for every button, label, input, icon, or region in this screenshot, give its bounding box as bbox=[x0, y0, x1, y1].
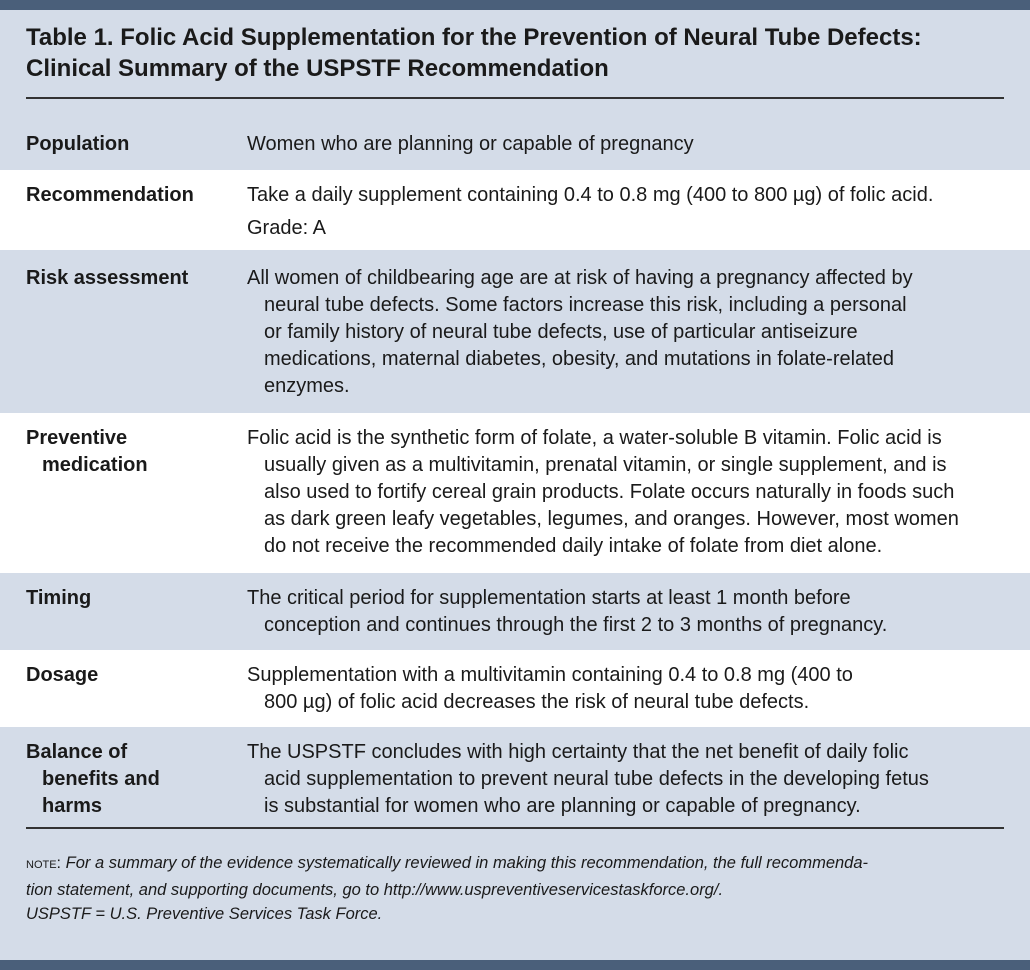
row-label bbox=[26, 182, 226, 209]
note-prefix: note: bbox=[26, 855, 62, 872]
row-value-line: enzymes. bbox=[264, 375, 350, 397]
row-value bbox=[247, 739, 1007, 820]
row-label-text: Dosage bbox=[26, 664, 99, 686]
note-line: tion statement, and supporting documents, go to http://www.uspreventiveservicestaskforce.org/. bbox=[26, 881, 724, 899]
row-label bbox=[26, 131, 226, 158]
row-value bbox=[247, 182, 1007, 242]
row-value-line: Supplementation with a multivitamin containing 0.4 to 0.8 mg (400 to bbox=[247, 664, 853, 686]
row-value-line: The critical period for supplementation starts at least 1 month before bbox=[247, 587, 851, 609]
row-label-text: medication bbox=[42, 454, 148, 476]
row-value-line: All women of childbearing age are at risk of having a pregnancy affected by bbox=[247, 267, 913, 289]
row-label-text: Recommendation bbox=[26, 184, 194, 206]
row-value-line: or family history of neural tube defects, use of particular antiseizure bbox=[264, 321, 858, 343]
note-text: For a summary of the evidence systematically reviewed in making this recommendation, the full recommenda- bbox=[65, 854, 869, 872]
table-row-balance bbox=[0, 727, 1030, 827]
row-label-text: Preventive bbox=[26, 427, 128, 449]
row-value-line: Take a daily supplement containing 0.4 to 0.8 mg (400 to 800 µg) of folic acid. bbox=[247, 184, 934, 206]
row-label bbox=[26, 662, 226, 689]
row-label bbox=[26, 739, 226, 820]
row-value-line: Folic acid is the synthetic form of folate, a water-soluble B vitamin. Folic acid is bbox=[247, 427, 942, 449]
bottom-accent-bar bbox=[0, 960, 1030, 970]
row-value-line: 800 µg) of folic acid decreases the risk of neural tube defects. bbox=[264, 691, 810, 713]
table-title bbox=[26, 22, 1016, 84]
table-note bbox=[26, 850, 1011, 903]
title-line-2: Clinical Summary of the USPSTF Recommendation bbox=[26, 55, 609, 82]
header-rule bbox=[26, 97, 1004, 99]
row-value bbox=[247, 265, 1007, 400]
note-line bbox=[26, 850, 1011, 877]
row-label-text: Population bbox=[26, 133, 130, 155]
table-row-preventive-medication bbox=[0, 413, 1030, 573]
row-value-line: also used to fortify cereal grain products. Folate occurs naturally in foods such bbox=[264, 481, 955, 503]
row-value-line: The USPSTF concludes with high certainty that the net benefit of daily folic bbox=[247, 741, 909, 763]
row-label-text: Timing bbox=[26, 587, 92, 609]
row-label bbox=[26, 425, 226, 479]
row-value-line: as dark green leafy vegetables, legumes, and oranges. However, most women bbox=[264, 508, 959, 530]
row-label-text: harms bbox=[42, 795, 103, 817]
table-row-risk-assessment bbox=[0, 250, 1030, 413]
row-label bbox=[26, 585, 226, 612]
title-line-1: Table 1. Folic Acid Supplementation for the Prevention of Neural Tube Defects: bbox=[26, 24, 922, 51]
table-row-dosage bbox=[0, 650, 1030, 727]
row-value-line: is substantial for women who are planning or capable of pregnancy. bbox=[264, 795, 861, 817]
row-value-line: acid supplementation to prevent neural tube defects in the developing fetus bbox=[264, 768, 929, 790]
table-row-recommendation bbox=[0, 170, 1030, 250]
top-accent-bar bbox=[0, 0, 1030, 10]
row-label bbox=[26, 265, 226, 292]
table-row-population bbox=[0, 118, 1030, 170]
table-row-timing bbox=[0, 573, 1030, 650]
row-value-line: neural tube defects. Some factors increase this risk, including a personal bbox=[264, 294, 907, 316]
row-label-text: Risk assessment bbox=[26, 267, 189, 289]
row-label-text: benefits and bbox=[42, 768, 160, 790]
footer-rule bbox=[26, 827, 1004, 829]
row-value-line: Grade: A bbox=[247, 217, 326, 239]
row-value bbox=[247, 585, 1007, 639]
row-value-line: Women who are planning or capable of pregnancy bbox=[247, 133, 694, 155]
row-value bbox=[247, 662, 1007, 716]
row-label-text: Balance of bbox=[26, 741, 128, 763]
row-value bbox=[247, 131, 1007, 158]
abbreviation-note: USPSTF = U.S. Preventive Services Task Force. bbox=[26, 905, 383, 923]
row-value-line: medications, maternal diabetes, obesity, and mutations in folate-related bbox=[264, 348, 894, 370]
row-value-line: usually given as a multivitamin, prenatal vitamin, or single supplement, and is bbox=[264, 454, 947, 476]
row-value-line: conception and continues through the first 2 to 3 months of pregnancy. bbox=[264, 614, 888, 636]
row-value-line: do not receive the recommended daily intake of folate from diet alone. bbox=[264, 535, 883, 557]
row-value bbox=[247, 425, 1007, 560]
